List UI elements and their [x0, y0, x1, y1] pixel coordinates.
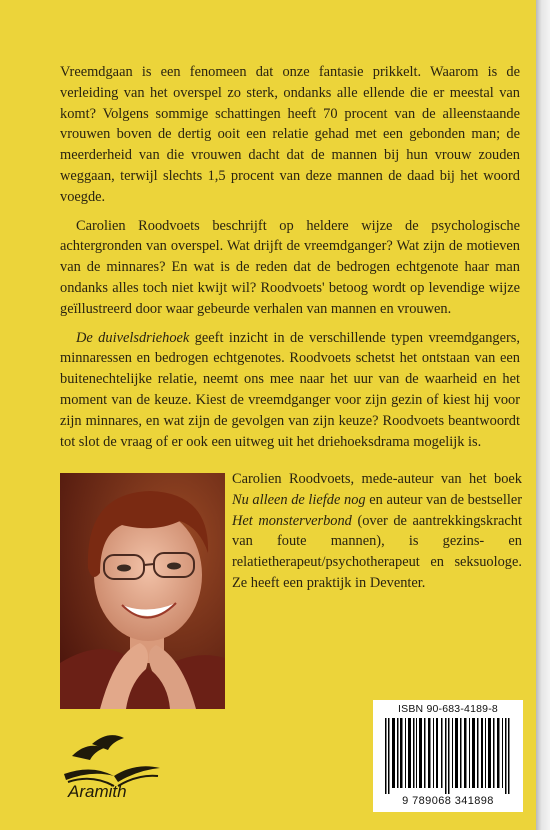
bio-part-3: (over de aantrekkingskracht van foute mannen), is gezins- en relatietherapeut/psychotherapeut en seksuologe. Ze heeft een praktijk in Deventer.	[232, 512, 522, 591]
author-bio	[232, 469, 522, 594]
isbn-label: ISBN 90-683-4189-8	[398, 703, 498, 715]
book-title-italic: De duivelsdriehoek	[76, 329, 190, 346]
author-photo	[60, 473, 225, 709]
bio-part-2: en auteur van de bestseller	[365, 491, 522, 508]
publisher-name: Aramith	[68, 782, 127, 801]
barcode-digits: 9 789068 341898	[402, 795, 494, 807]
blurb-paragraph-3	[60, 328, 520, 453]
blurb-paragraph-1: Vreemdgaan is een fenomeen dat onze fantasie prikkelt. Waarom is de verleiding van het overspel zo sterk, ondanks alle ellende die er meestal van komt? Volgens sommige schattingen heeft 70 procent van de alleenstaande vrouwen boven de dertig ooit een relatie gehad met een gebonden man; de meerderheid van die vrouwen dacht dat de mannen bij hun vrouw zouden weggaan, terwijl slechts 1,5 procent van deze mannen de daad bij het woord voegde.	[60, 64, 520, 205]
barcode	[373, 700, 523, 812]
book-page-edge	[536, 0, 550, 830]
blurb-text	[60, 62, 520, 460]
bio-book-1: Nu alleen de liefde nog	[232, 491, 366, 508]
bio-part-1: Carolien Roodvoets, mede-auteur van het boek	[232, 471, 522, 487]
blurb-paragraph-3-body: geeft inzicht in de verschillende typen vreemdgangers, minnaressen en bedrogen echtgenotes. Roodvoets schetst het ontstaan van een buitenechtelijke relatie, neemt ons mee naar het uur van de waarheid en het moment van de keuze. Kiest de vreemdganger voor zijn gezin of kiest hij voor zijn minnares, en wat zijn de gevolgen van zijn keuze? Roodvoets beantwoordt tot slot de vraag of er ook een uitweg uit het driehoeksdrama mogelijk is.	[60, 329, 520, 450]
bio-book-2: Het monsterverbond	[232, 512, 352, 529]
barcode-bars-icon	[381, 718, 515, 794]
blurb-paragraph-2: Carolien Roodvoets beschrijft op heldere wijze de psychologische achtergronden van overspel. Wat drijft de vreemdganger? Wat zijn de motieven van de minnares? En wat is de reden dat de bedrogen echtgenote haar man ondanks alles toch niet kwijt wil? Roodvoets' betoog wordt op levendige wijze geïllustreerd door waar gebeurde verhalen van mannen en vrouwen.	[60, 217, 520, 317]
